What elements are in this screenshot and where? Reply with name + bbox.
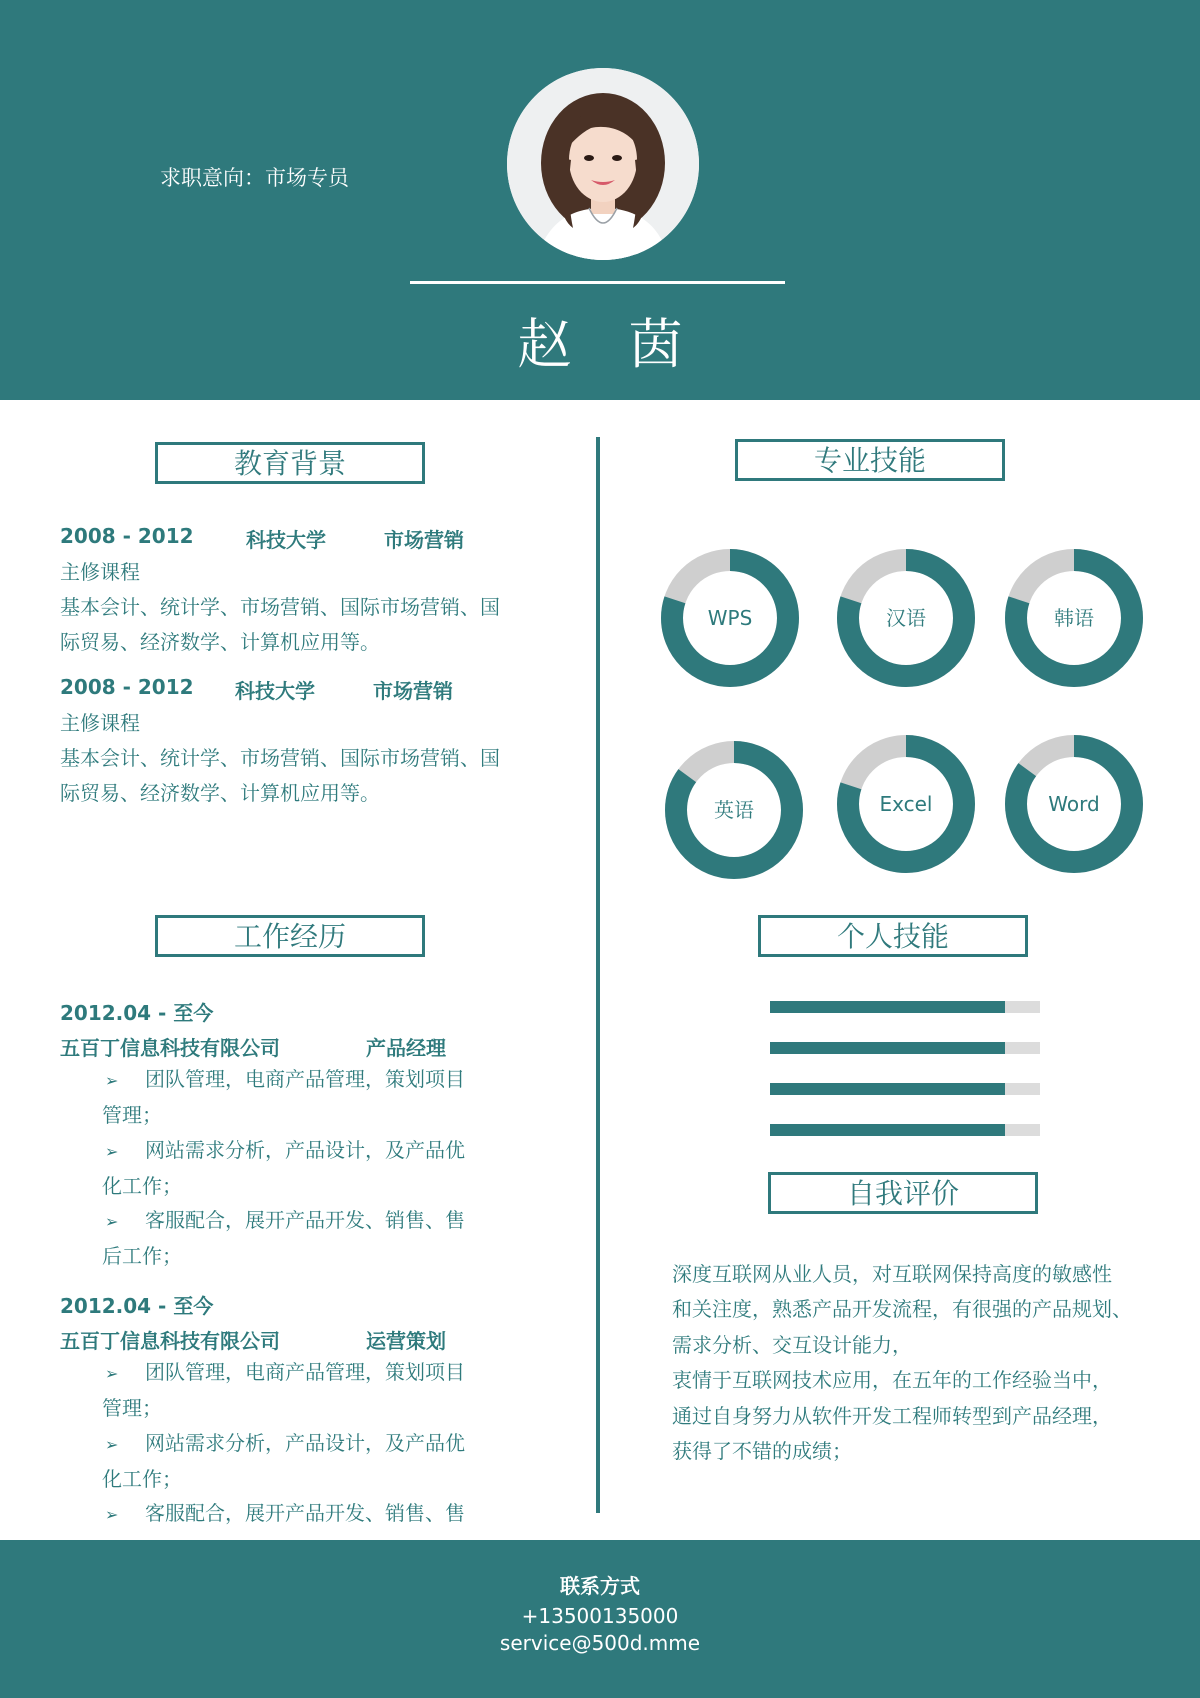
skill-donut-1 <box>660 548 800 688</box>
portrait-photo <box>507 68 699 260</box>
skill-donut-label: Excel <box>879 792 933 816</box>
work-period: 2012.04 - 至今 <box>60 1001 214 1025</box>
work-bullet: ➢ 客服配合，展开产品开发、销售、售 后工作； <box>60 1203 530 1274</box>
skill-bar-fill <box>770 1001 1005 1013</box>
work-position: 运营策划 <box>366 1329 446 1353</box>
self-eval-line: 深度互联网从业人员，对互联网保持高度的敏感性 <box>672 1262 1112 1286</box>
contact-email: service@500d.mme <box>499 1631 701 1655</box>
skill-bar-fill <box>770 1042 1005 1054</box>
work-bullet: ➢ 团队管理，电商产品管理，策划项目 管理； <box>60 1355 530 1426</box>
skill-bar-track <box>770 1001 1040 1013</box>
courses-line: 际贸易、经济数学、计算机应用等。 <box>60 630 380 654</box>
education-major: 市场营销 <box>384 528 464 552</box>
courses-line: 基本会计、统计学、市场营销、国际市场营销、国 <box>60 595 500 619</box>
skill-donut-3 <box>1004 548 1144 688</box>
self-eval-line: 获得了不错的成绩； <box>672 1439 852 1463</box>
work-bullet: ➢ 网站需求分析，产品设计，及产品优 化工作； <box>60 1133 530 1204</box>
work-bullet: ➢ 客服配合，展开产品开发、销售、售 <box>60 1496 530 1532</box>
skill-bar-fill <box>770 1124 1005 1136</box>
skill-donut-4 <box>664 740 804 880</box>
contact-phone: +13500135000 <box>521 1604 679 1628</box>
personal-skills-title: 个人技能 <box>758 915 1028 957</box>
arrow-bullet-icon: ➢ <box>105 1505 119 1524</box>
skill-bar-track <box>770 1042 1040 1054</box>
work-title: 工作经历 <box>155 915 425 957</box>
avatar <box>507 68 699 260</box>
skill-donut-label: 汉语 <box>886 606 926 630</box>
skill-donut-2 <box>836 548 976 688</box>
skill-bar-track <box>770 1083 1040 1095</box>
education-title: 教育背景 <box>155 442 425 484</box>
education-period: 2008 - 2012 <box>60 524 194 548</box>
work-bullet: ➢ 团队管理，电商产品管理，策划项目 管理； <box>60 1062 530 1133</box>
arrow-bullet-icon: ➢ <box>105 1212 119 1231</box>
arrow-bullet-icon: ➢ <box>105 1071 119 1090</box>
self-eval-line: 需求分析、交互设计能力， <box>672 1333 912 1357</box>
skill-donut-label: Word <box>1048 792 1100 816</box>
self-eval-title: 自我评价 <box>768 1172 1038 1214</box>
education-period: 2008 - 2012 <box>60 675 194 699</box>
footer-contact <box>0 1540 1200 1698</box>
work-period: 2012.04 - 至今 <box>60 1294 214 1318</box>
course-label: 主修课程 <box>60 560 140 584</box>
work-company: 五百丁信息科技有限公司 <box>60 1329 280 1353</box>
self-eval-line: 衷情于互联网技术应用，在五年的工作经验当中， <box>672 1368 1112 1392</box>
contact-title: 联系方式 <box>560 1574 640 1598</box>
skill-donut-5 <box>836 734 976 874</box>
skill-donut-6 <box>1004 734 1144 874</box>
work-company: 五百丁信息科技有限公司 <box>60 1036 280 1060</box>
header-divider <box>410 281 785 284</box>
arrow-bullet-icon: ➢ <box>105 1142 119 1161</box>
skill-donut-label: 韩语 <box>1054 606 1094 630</box>
self-eval-line: 通过自身努力从软件开发工程师转型到产品经理， <box>672 1404 1112 1428</box>
arrow-bullet-icon: ➢ <box>105 1364 119 1383</box>
education-major: 市场营销 <box>373 679 453 703</box>
education-school: 科技大学 <box>235 679 315 703</box>
courses-line: 际贸易、经济数学、计算机应用等。 <box>60 781 380 805</box>
skill-donut-label: WPS <box>707 606 753 630</box>
self-eval-line: 和关注度，熟悉产品开发流程，有很强的产品规划、 <box>672 1297 1132 1321</box>
arrow-bullet-icon: ➢ <box>105 1435 119 1454</box>
skill-bar-track <box>770 1124 1040 1136</box>
work-bullet: ➢ 网站需求分析，产品设计，及产品优 化工作； <box>60 1426 530 1497</box>
skill-bar-fill <box>770 1083 1005 1095</box>
course-label: 主修课程 <box>60 711 140 735</box>
job-intent: 求职意向：市场专员 <box>160 166 349 190</box>
candidate-name: 赵 茵 <box>517 313 703 376</box>
column-divider <box>596 437 600 1513</box>
courses-line: 基本会计、统计学、市场营销、国际市场营销、国 <box>60 746 500 770</box>
skills-title: 专业技能 <box>735 439 1005 481</box>
work-position: 产品经理 <box>366 1036 446 1060</box>
skill-donut-label: 英语 <box>714 798 754 822</box>
education-school: 科技大学 <box>246 528 326 552</box>
